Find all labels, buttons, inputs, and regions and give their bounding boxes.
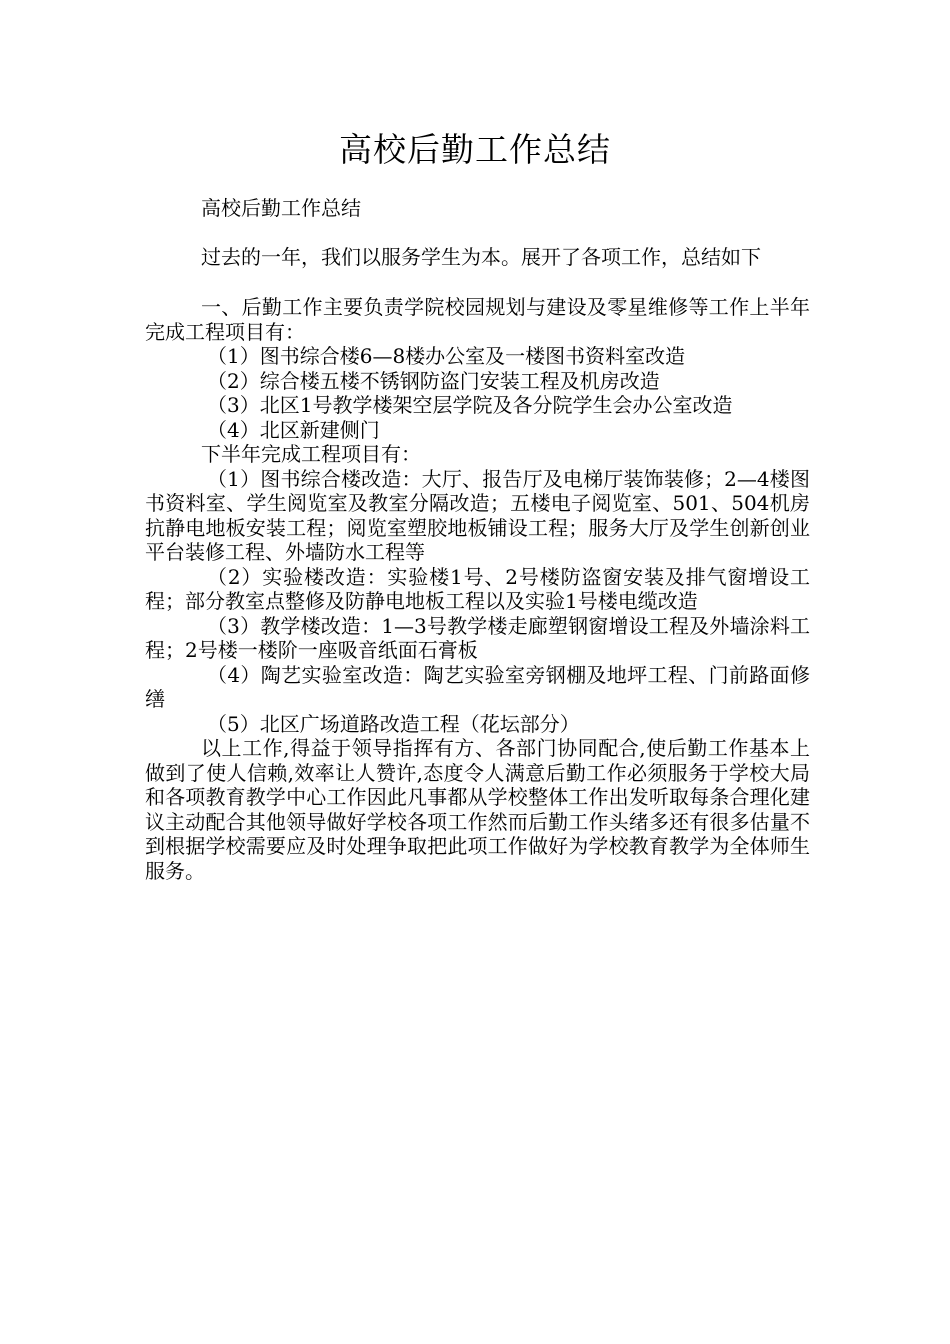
list-item: （2）综合楼五楼不锈钢防盗门安装工程及机房改造 [207, 368, 660, 393]
list-item: （2）实验楼改造：实验楼1号、2号楼防盗窗安装及排气窗增设工程；部分教室点整修及防静电地板工程以及实验1号楼电缆改造 [145, 564, 810, 613]
list-item: （3）北区1号教学楼架空层学院及各分院学生会办公室改造 [207, 393, 733, 417]
section-heading: 一、后勤工作主要负责学院校园规划与建设及零星维修等工作上半年完成工程项目有： [145, 295, 810, 344]
list-item: （5）北区广场道路改造工程（花坛部分） [207, 711, 580, 736]
list-item: （1）图书综合楼6—8楼办公室及一楼图书资料室改造 [207, 344, 686, 368]
document-title: 高校后勤工作总结 [339, 130, 611, 169]
list-item: （4）陶艺实验室改造：陶艺实验室旁钢棚及地坪工程、门前路面修缮 [145, 662, 810, 711]
second-half-heading: 下半年完成工程项目有： [201, 442, 421, 466]
conclusion-paragraph: 以上工作,得益于领导指挥有方、各部门协同配合,使后勤工作基本上做到了使人信赖,效率让人赞许,态度令人满意后勤工作必须服务于学校大局和各项教育教学中心工作因此凡事都从学校整体工作出发听取每条合理化建议主动配合其他领导做好学校各项工作然而后勤工作头绪多还有很多估量不到根据学校需要应及时处理争取把此项工作做好为学校教育教学为全体师生服务。 [145, 736, 810, 883]
list-item: （4）北区新建侧门 [207, 417, 380, 442]
document-subtitle: 高校后勤工作总结 [201, 196, 361, 220]
intro-paragraph: 过去的一年，我们以服务学生为本。展开了各项工作，总结如下 [201, 244, 761, 269]
document-body [145, 196, 810, 883]
list-item: （3）教学楼改造：1—3号教学楼走廊塑钢窗增设工程及外墙涂料工程；2号楼一楼阶一座吸音纸面石膏板 [145, 613, 810, 662]
list-item: （1）图书综合楼改造：大厅、报告厅及电梯厅装饰装修；2—4楼图书资料室、学生阅览室及教室分隔改造；五楼电子阅览室、501、504机房抗静电地板安装工程；阅览室塑胶地板铺设工程；服务大厅及学生创新创业平台装修工程、外墙防水工程等 [145, 466, 810, 564]
